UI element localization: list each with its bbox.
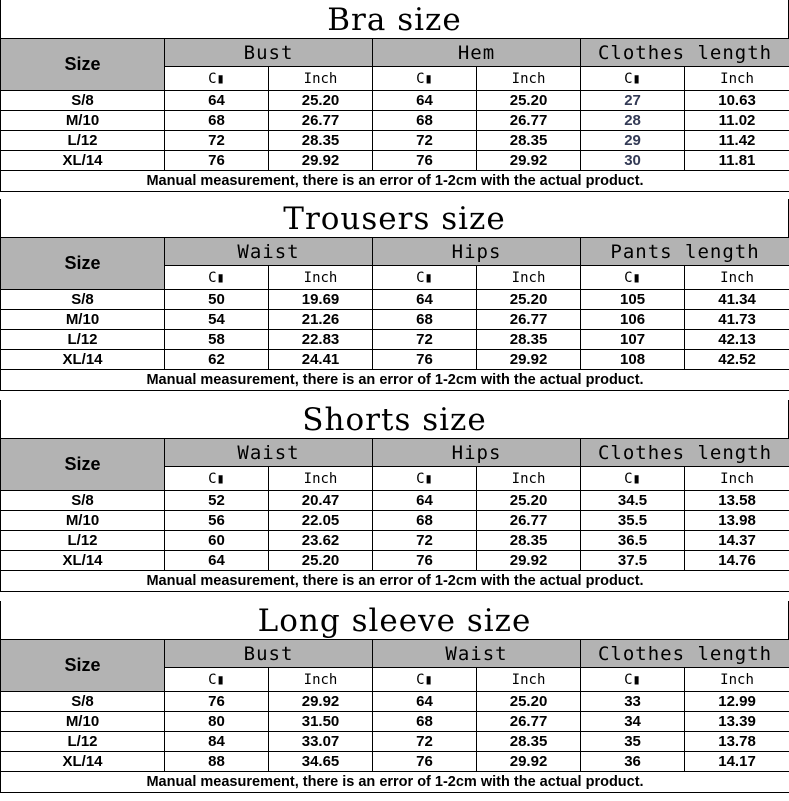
group-header: Hem xyxy=(373,39,581,67)
shorts-size-section xyxy=(0,400,789,592)
value-cell: 72 xyxy=(373,330,477,350)
size-cell: S/8 xyxy=(1,491,165,511)
value-cell: 33 xyxy=(581,692,685,712)
size-cell: M/10 xyxy=(1,111,165,131)
table-row xyxy=(1,491,789,511)
unit-cm: C▮ xyxy=(165,467,269,491)
table-row xyxy=(1,151,789,171)
table-row xyxy=(1,511,789,531)
value-cell: 76 xyxy=(373,551,477,571)
value-cell: 37.5 xyxy=(581,551,685,571)
value-cell: 31.50 xyxy=(269,712,373,732)
value-cell: 42.13 xyxy=(685,330,789,350)
group-header: Clothes length xyxy=(581,39,789,67)
table-row xyxy=(1,310,789,330)
value-cell: 34.65 xyxy=(269,752,373,772)
value-cell: 24.41 xyxy=(269,350,373,370)
value-cell: 54 xyxy=(165,310,269,330)
unit-cm: C▮ xyxy=(373,668,477,692)
group-header: Waist xyxy=(373,640,581,668)
value-cell: 33.07 xyxy=(269,732,373,752)
value-cell: 27 xyxy=(581,91,685,111)
value-cell: 26.77 xyxy=(477,511,581,531)
unit-cm: C▮ xyxy=(581,668,685,692)
value-cell: 72 xyxy=(373,531,477,551)
size-cell: L/12 xyxy=(1,131,165,151)
value-cell: 34.5 xyxy=(581,491,685,511)
size-cell: L/12 xyxy=(1,732,165,752)
value-cell: 106 xyxy=(581,310,685,330)
table-row xyxy=(1,732,789,752)
value-cell: 25.20 xyxy=(477,290,581,310)
size-table xyxy=(0,237,789,391)
value-cell: 76 xyxy=(165,692,269,712)
value-cell: 28.35 xyxy=(477,732,581,752)
size-cell: XL/14 xyxy=(1,551,165,571)
table-row xyxy=(1,692,789,712)
unit-inch: Inch xyxy=(685,668,789,692)
section-title: Shorts size xyxy=(0,400,789,438)
value-cell: 10.63 xyxy=(685,91,789,111)
unit-inch: Inch xyxy=(269,668,373,692)
size-cell: L/12 xyxy=(1,330,165,350)
unit-cm: C▮ xyxy=(581,67,685,91)
unit-inch: Inch xyxy=(477,266,581,290)
size-table xyxy=(0,438,789,592)
value-cell: 52 xyxy=(165,491,269,511)
trousers-size-section xyxy=(0,199,789,391)
group-header: Pants length xyxy=(581,238,789,266)
measurement-note: Manual measurement, there is an error of 1-2cm with the actual product. xyxy=(1,370,789,391)
value-cell: 14.17 xyxy=(685,752,789,772)
note-row xyxy=(1,571,789,592)
size-cell: L/12 xyxy=(1,531,165,551)
bra-size-section xyxy=(0,0,789,192)
value-cell: 13.58 xyxy=(685,491,789,511)
value-cell: 26.77 xyxy=(477,111,581,131)
value-cell: 72 xyxy=(165,131,269,151)
unit-cm: C▮ xyxy=(165,67,269,91)
value-cell: 22.83 xyxy=(269,330,373,350)
value-cell: 25.20 xyxy=(477,692,581,712)
size-table xyxy=(0,38,789,192)
value-cell: 76 xyxy=(373,752,477,772)
unit-cm: C▮ xyxy=(165,266,269,290)
value-cell: 22.05 xyxy=(269,511,373,531)
size-header: Size xyxy=(1,439,165,491)
unit-cm: C▮ xyxy=(373,266,477,290)
value-cell: 29 xyxy=(581,131,685,151)
value-cell: 29.92 xyxy=(477,551,581,571)
value-cell: 14.76 xyxy=(685,551,789,571)
unit-inch: Inch xyxy=(269,467,373,491)
unit-inch: Inch xyxy=(269,67,373,91)
value-cell: 68 xyxy=(165,111,269,131)
value-cell: 25.20 xyxy=(477,491,581,511)
value-cell: 68 xyxy=(373,712,477,732)
value-cell: 14.37 xyxy=(685,531,789,551)
group-header: Bust xyxy=(165,39,373,67)
value-cell: 29.92 xyxy=(477,350,581,370)
value-cell: 13.78 xyxy=(685,732,789,752)
value-cell: 64 xyxy=(373,290,477,310)
value-cell: 26.77 xyxy=(269,111,373,131)
unit-cm: C▮ xyxy=(165,668,269,692)
value-cell: 76 xyxy=(373,151,477,171)
value-cell: 29.92 xyxy=(269,692,373,712)
value-cell: 11.42 xyxy=(685,131,789,151)
unit-cm: C▮ xyxy=(581,266,685,290)
unit-cm: C▮ xyxy=(373,467,477,491)
group-header: Waist xyxy=(165,439,373,467)
value-cell: 23.62 xyxy=(269,531,373,551)
value-cell: 29.92 xyxy=(477,151,581,171)
long-sleeve-size-section xyxy=(0,601,789,793)
group-header: Clothes length xyxy=(581,640,789,668)
value-cell: 64 xyxy=(165,551,269,571)
size-cell: S/8 xyxy=(1,692,165,712)
size-header: Size xyxy=(1,39,165,91)
note-row xyxy=(1,370,789,391)
value-cell: 56 xyxy=(165,511,269,531)
value-cell: 19.69 xyxy=(269,290,373,310)
group-header: Clothes length xyxy=(581,439,789,467)
size-cell: M/10 xyxy=(1,712,165,732)
table-row xyxy=(1,111,789,131)
unit-cm: C▮ xyxy=(581,467,685,491)
value-cell: 50 xyxy=(165,290,269,310)
table-row xyxy=(1,531,789,551)
value-cell: 108 xyxy=(581,350,685,370)
value-cell: 41.34 xyxy=(685,290,789,310)
value-cell: 28.35 xyxy=(477,330,581,350)
size-cell: XL/14 xyxy=(1,151,165,171)
header-row xyxy=(1,439,789,467)
value-cell: 42.52 xyxy=(685,350,789,370)
value-cell: 64 xyxy=(373,91,477,111)
value-cell: 11.81 xyxy=(685,151,789,171)
unit-inch: Inch xyxy=(269,266,373,290)
unit-inch: Inch xyxy=(685,67,789,91)
unit-inch: Inch xyxy=(685,467,789,491)
unit-inch: Inch xyxy=(477,67,581,91)
value-cell: 13.98 xyxy=(685,511,789,531)
size-cell: M/10 xyxy=(1,310,165,330)
section-title: Long sleeve size xyxy=(0,601,789,639)
value-cell: 13.39 xyxy=(685,712,789,732)
value-cell: 68 xyxy=(373,111,477,131)
unit-inch: Inch xyxy=(477,668,581,692)
size-cell: XL/14 xyxy=(1,350,165,370)
value-cell: 25.20 xyxy=(269,91,373,111)
size-cell: S/8 xyxy=(1,290,165,310)
value-cell: 84 xyxy=(165,732,269,752)
value-cell: 76 xyxy=(373,350,477,370)
value-cell: 25.20 xyxy=(477,91,581,111)
value-cell: 80 xyxy=(165,712,269,732)
value-cell: 26.77 xyxy=(477,310,581,330)
value-cell: 28.35 xyxy=(269,131,373,151)
measurement-note: Manual measurement, there is an error of 1-2cm with the actual product. xyxy=(1,772,789,793)
value-cell: 34 xyxy=(581,712,685,732)
value-cell: 41.73 xyxy=(685,310,789,330)
size-cell: S/8 xyxy=(1,91,165,111)
value-cell: 28.35 xyxy=(477,131,581,151)
measurement-note: Manual measurement, there is an error of 1-2cm with the actual product. xyxy=(1,171,789,192)
value-cell: 12.99 xyxy=(685,692,789,712)
table-row xyxy=(1,350,789,370)
value-cell: 36 xyxy=(581,752,685,772)
note-row xyxy=(1,171,789,192)
value-cell: 25.20 xyxy=(269,551,373,571)
value-cell: 76 xyxy=(165,151,269,171)
value-cell: 26.77 xyxy=(477,712,581,732)
table-row xyxy=(1,91,789,111)
value-cell: 36.5 xyxy=(581,531,685,551)
table-row xyxy=(1,290,789,310)
unit-inch: Inch xyxy=(685,266,789,290)
table-row xyxy=(1,131,789,151)
header-row xyxy=(1,39,789,67)
value-cell: 29.92 xyxy=(477,752,581,772)
size-header: Size xyxy=(1,238,165,290)
value-cell: 105 xyxy=(581,290,685,310)
unit-inch: Inch xyxy=(477,467,581,491)
table-row xyxy=(1,330,789,350)
section-title: Bra size xyxy=(0,0,789,38)
size-table xyxy=(0,639,789,793)
table-row xyxy=(1,551,789,571)
group-header: Hips xyxy=(373,439,581,467)
value-cell: 68 xyxy=(373,511,477,531)
value-cell: 28 xyxy=(581,111,685,131)
group-header: Waist xyxy=(165,238,373,266)
value-cell: 64 xyxy=(373,491,477,511)
value-cell: 68 xyxy=(373,310,477,330)
group-header: Hips xyxy=(373,238,581,266)
value-cell: 60 xyxy=(165,531,269,551)
value-cell: 72 xyxy=(373,131,477,151)
group-header: Bust xyxy=(165,640,373,668)
size-header: Size xyxy=(1,640,165,692)
header-row xyxy=(1,238,789,266)
value-cell: 107 xyxy=(581,330,685,350)
value-cell: 11.02 xyxy=(685,111,789,131)
value-cell: 58 xyxy=(165,330,269,350)
note-row xyxy=(1,772,789,793)
value-cell: 64 xyxy=(165,91,269,111)
value-cell: 72 xyxy=(373,732,477,752)
value-cell: 35 xyxy=(581,732,685,752)
value-cell: 88 xyxy=(165,752,269,772)
value-cell: 28.35 xyxy=(477,531,581,551)
table-row xyxy=(1,752,789,772)
section-title: Trousers size xyxy=(0,199,789,237)
size-cell: M/10 xyxy=(1,511,165,531)
measurement-note: Manual measurement, there is an error of 1-2cm with the actual product. xyxy=(1,571,789,592)
size-cell: XL/14 xyxy=(1,752,165,772)
header-row xyxy=(1,640,789,668)
unit-cm: C▮ xyxy=(373,67,477,91)
value-cell: 20.47 xyxy=(269,491,373,511)
value-cell: 30 xyxy=(581,151,685,171)
value-cell: 62 xyxy=(165,350,269,370)
value-cell: 64 xyxy=(373,692,477,712)
value-cell: 21.26 xyxy=(269,310,373,330)
table-row xyxy=(1,712,789,732)
value-cell: 29.92 xyxy=(269,151,373,171)
value-cell: 35.5 xyxy=(581,511,685,531)
